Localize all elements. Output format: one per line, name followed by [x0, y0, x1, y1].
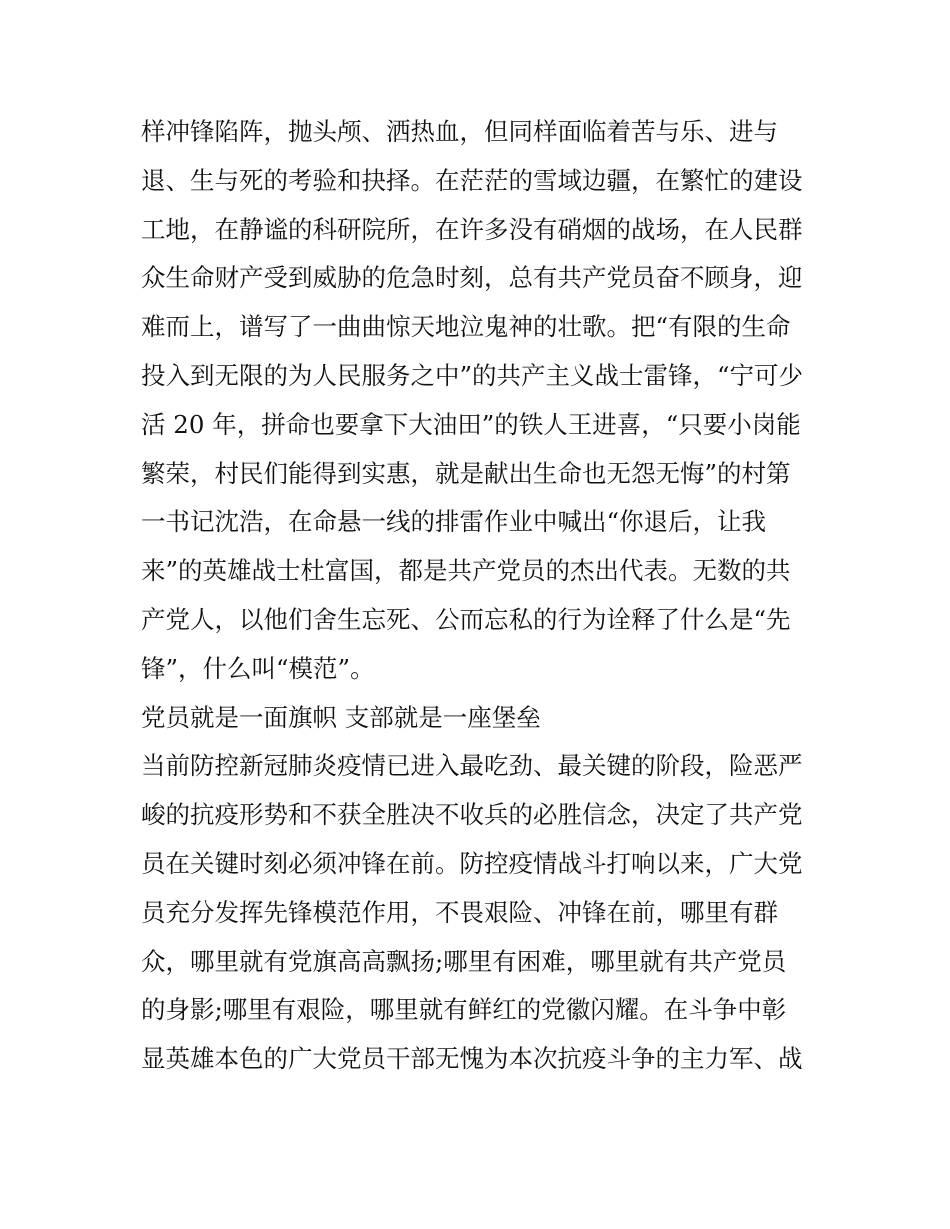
text-line: 众，哪里就有党旗高高飘扬;哪里有困难，哪里就有共产党员	[141, 946, 787, 976]
text-line: 峻的抗疫形势和不获全胜决不收兵的必胜信念，决定了共产党	[141, 800, 803, 830]
paragraph-heroes	[141, 108, 821, 694]
text-line: 活 20 年，拼命也要拿下大油田”的铁人王进喜，“只要小岗能	[141, 409, 801, 439]
text-line: 难而上，谱写了一曲曲惊天地泣鬼神的壮歌。把“有限的生命	[141, 312, 791, 342]
text-line: 众生命财产受到威胁的危急时刻，总有共产党员奋不顾身，迎	[141, 263, 803, 293]
text-line: 员充分发挥先锋模范作用，不畏艰险、冲锋在前，哪里有群	[141, 897, 778, 927]
text-line: 繁荣，村民们能得到实惠，就是献出生命也无怨无悔”的村第	[141, 458, 791, 488]
text-line: 样冲锋陷阵，抛头颅、洒热血，但同样面临着苦与乐、进与	[141, 117, 778, 146]
text-line: 员在关键时刻必须冲锋在前。防控疫情战斗打响以来，广大党	[141, 848, 803, 878]
text-line: 显英雄本色的广大党员干部无愧为本次抗疫斗争的主力军、战	[141, 1044, 803, 1074]
text-line: 投入到无限的为人民服务之中”的共产主义战士雷锋，“宁可少	[141, 360, 804, 390]
text-line: 产党人，以他们舍生忘死、公而忘私的行为诠释了什么是“先	[141, 604, 791, 634]
document-body	[141, 108, 821, 1084]
text-line: 来”的英雄战士杜富国，都是共产党员的杰出代表。无数的共	[141, 556, 791, 586]
text-line: 的身影;哪里有艰险，哪里就有鲜红的党徽闪耀。在斗争中彰	[141, 995, 787, 1025]
paragraph-epidemic	[141, 742, 821, 1084]
section-heading: 党员就是一面旗帜 支部就是一座堡垒	[141, 702, 541, 732]
text-line: 锋”，什么叫“模范”。	[141, 653, 375, 683]
text-line: 一书记沈浩，在命悬一线的排雷作业中喊出“你退后，让我	[141, 507, 767, 537]
text-line: 当前防控新冠肺炎疫情已进入最吃劲、最关键的阶段，险恶严	[141, 751, 803, 781]
text-line: 工地，在静谧的科研院所，在许多没有硝烟的战场，在人民群	[141, 214, 803, 244]
text-line: 退、生与死的考验和抉择。在茫茫的雪域边疆，在繁忙的建设	[141, 165, 803, 195]
